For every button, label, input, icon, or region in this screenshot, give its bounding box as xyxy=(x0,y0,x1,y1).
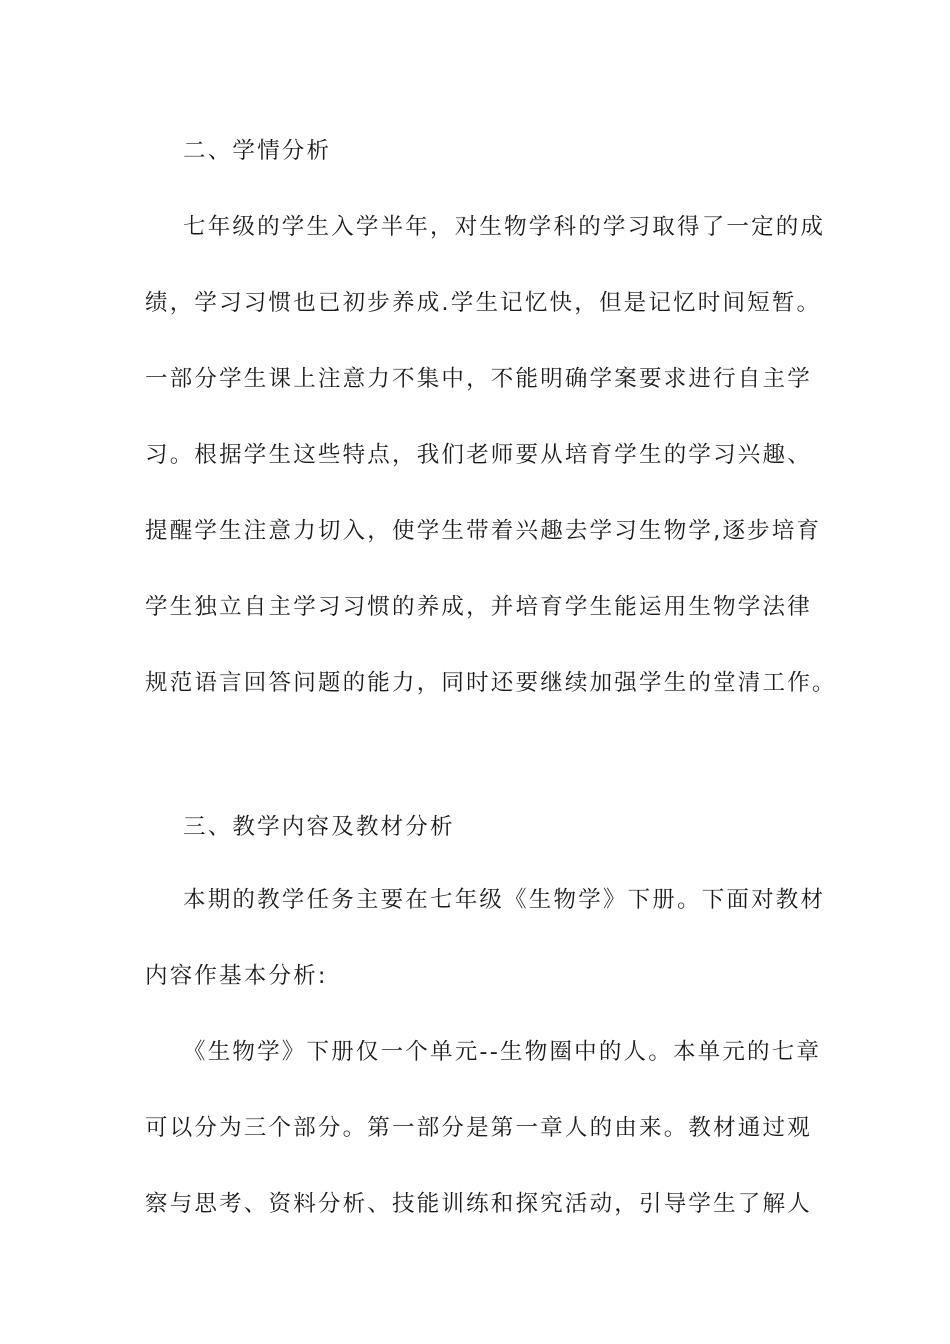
paragraph-line: 七年级的学生入学半年，对生物学科的学习取得了一定的成 xyxy=(183,214,826,240)
paragraph-line: 察与思考、资料分析、技能训练和探究活动，引导学生了解人 xyxy=(145,1191,812,1217)
paragraph-line: 可以分为三个部分。第一部分是第一章人的由来。教材通过观 xyxy=(145,1115,812,1141)
section-heading-learning-analysis: 二、学情分析 xyxy=(183,138,332,164)
paragraph-line: 学生独立自主学习习惯的养成，并培育学生能运用生物学法律 xyxy=(145,594,812,620)
paragraph-line: 习。根据学生这些特点，我们老师要从培育学生的学习兴趣、 xyxy=(145,442,812,468)
paragraph-line: 提醒学生注意力切入，使学生带着兴趣去学习生物学,逐步培育 xyxy=(145,518,822,544)
paragraph-line: 绩，学习习惯也已初步养成.学生记忆快，但是记忆时间短暂。 xyxy=(145,290,822,316)
paragraph-line: 规范语言回答问题的能力，同时还要继续加强学生的堂清工作。 xyxy=(145,670,837,696)
section-heading-content-analysis: 三、教学内容及教材分析 xyxy=(183,814,455,840)
paragraph-line: 本期的教学任务主要在七年级《生物学》下册。下面对教材 xyxy=(183,887,826,913)
paragraph-line: 一部分学生课上注意力不集中，不能明确学案要求进行自主学 xyxy=(145,366,812,392)
paragraph-line: 内容作基本分析: xyxy=(145,963,328,989)
paragraph-line: 《生物学》下册仅一个单元--生物圈中的人。本单元的七章 xyxy=(183,1039,822,1065)
